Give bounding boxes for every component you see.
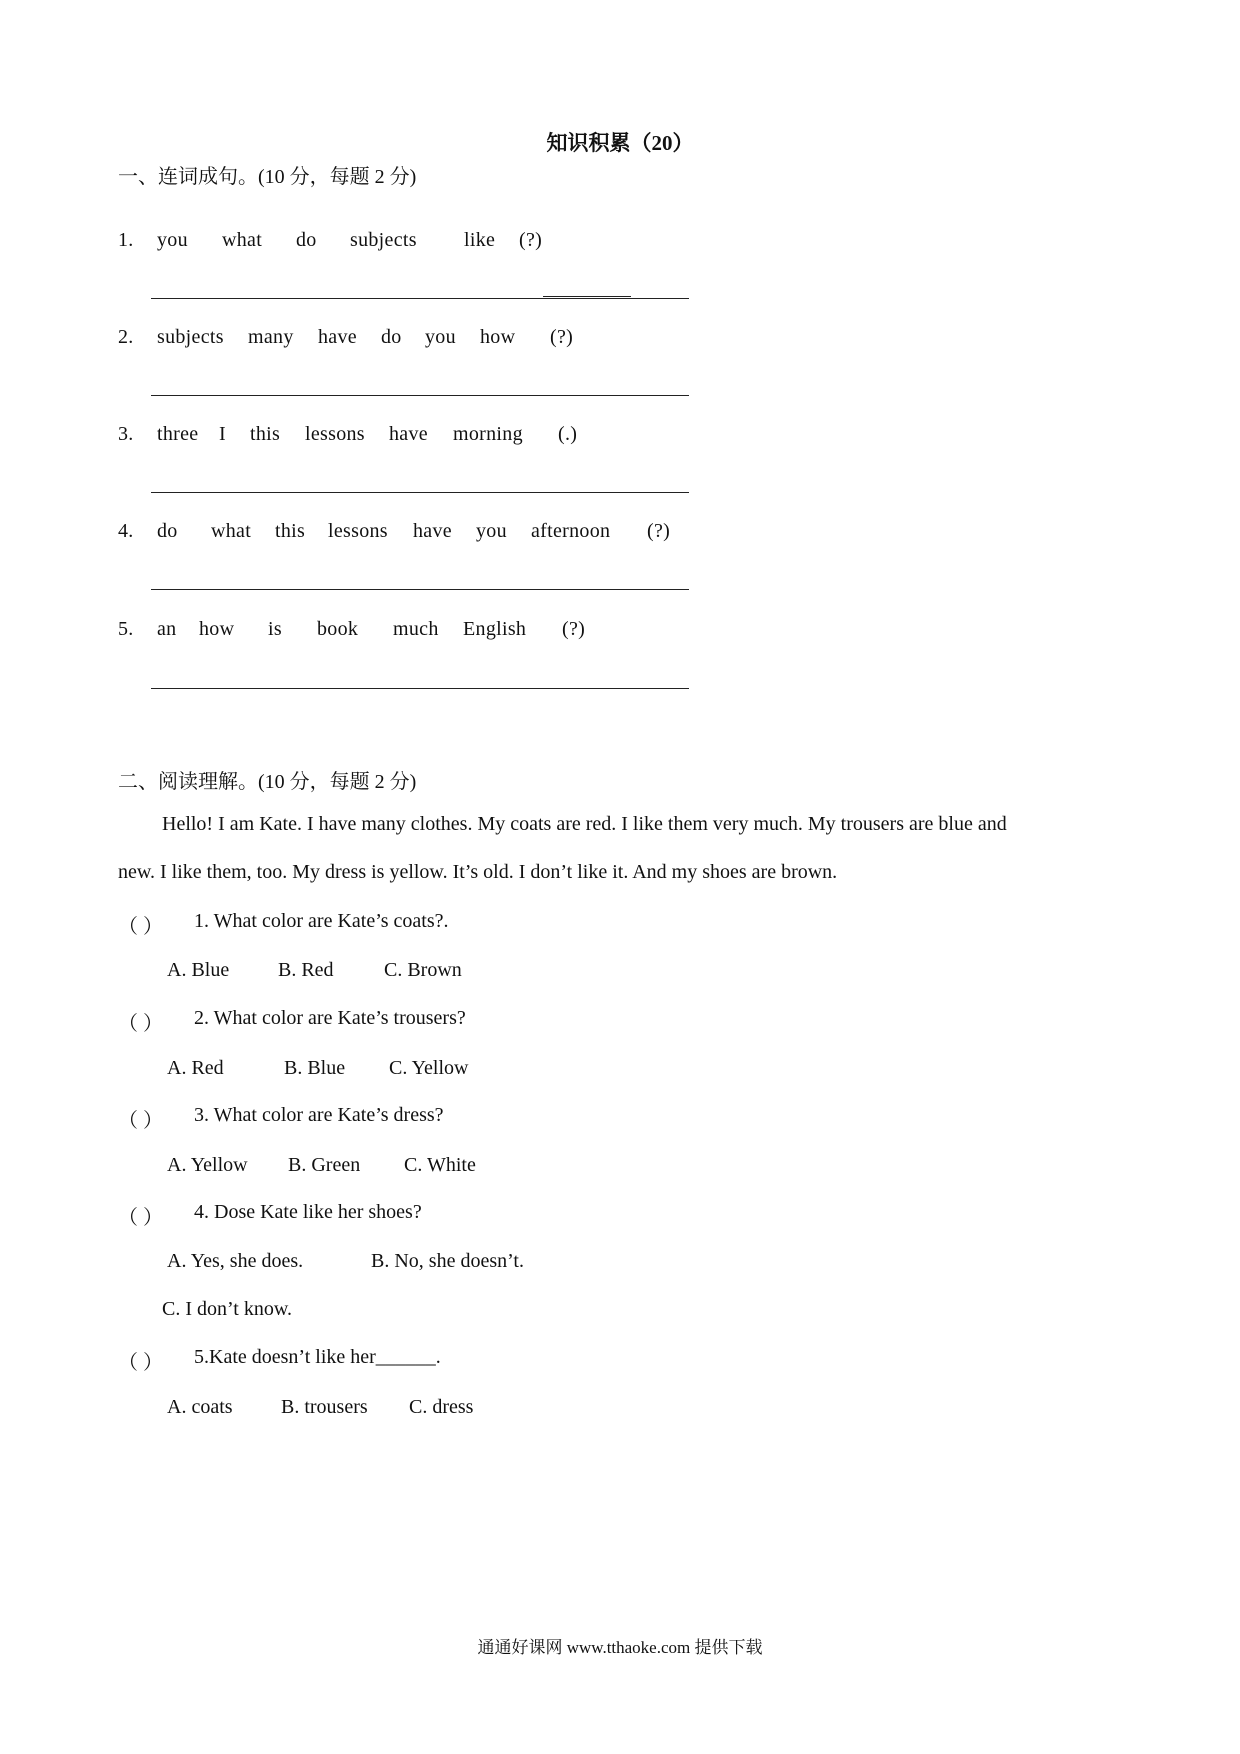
option-c[interactable]: C. Yellow bbox=[389, 1057, 469, 1079]
footer-credit: 通通好课网 www.tthaoke.com 提供下载 bbox=[477, 1638, 763, 1657]
word: what bbox=[211, 520, 252, 542]
word: do bbox=[296, 229, 317, 251]
answer-bracket[interactable]: （ ） bbox=[118, 1207, 163, 1229]
word: lessons bbox=[305, 423, 365, 445]
page-title bbox=[0, 127, 1240, 157]
option-a[interactable]: A. coats bbox=[167, 1396, 233, 1418]
word: I bbox=[219, 423, 226, 445]
word: book bbox=[317, 618, 359, 640]
word: you bbox=[476, 520, 507, 542]
answer-line[interactable] bbox=[151, 492, 689, 493]
option-b[interactable]: B. trousers bbox=[281, 1396, 368, 1418]
section1-heading: 一、连词成句。(10 分，每题 2 分) bbox=[118, 166, 417, 188]
word: (?) bbox=[550, 326, 574, 348]
word: do bbox=[157, 520, 178, 542]
question-text: 3. What color are Kate’s dress? bbox=[194, 1104, 444, 1126]
option-a[interactable]: A. Red bbox=[167, 1057, 224, 1079]
item-number: 2. bbox=[118, 326, 134, 348]
word: much bbox=[393, 618, 439, 640]
answer-line[interactable] bbox=[151, 589, 689, 590]
answer-bracket[interactable]: （ ） bbox=[118, 1352, 163, 1374]
word: (?) bbox=[562, 618, 586, 640]
section2-heading: 二、阅读理解。(10 分，每题 2 分) bbox=[118, 771, 417, 793]
word: lessons bbox=[328, 520, 388, 542]
word: have bbox=[389, 423, 428, 445]
passage-line-2: new. I like them, too. My dress is yellow. It’s old. I don’t like it. And my shoes are brown. bbox=[118, 861, 838, 883]
word: have bbox=[413, 520, 452, 542]
word: this bbox=[250, 423, 281, 445]
page-title-text: 知识积累（20） bbox=[546, 131, 694, 155]
passage-line-1: Hello! I am Kate. I have many clothes. My coats are red. I like them very much. My trousers are blue and bbox=[162, 813, 1007, 835]
answer-bracket[interactable]: （ ） bbox=[118, 1013, 163, 1035]
word: subjects bbox=[157, 326, 224, 348]
answer-line[interactable] bbox=[151, 395, 689, 396]
option-c[interactable]: C. Brown bbox=[384, 959, 462, 981]
option-b[interactable]: B. Green bbox=[288, 1154, 361, 1176]
answer-bracket[interactable]: （ ） bbox=[118, 916, 163, 938]
item-number: 3. bbox=[118, 423, 134, 445]
word: like bbox=[464, 229, 496, 251]
word: morning bbox=[453, 423, 523, 445]
option-b[interactable]: B. Red bbox=[278, 959, 334, 981]
word: afternoon bbox=[531, 520, 611, 542]
option-c[interactable]: C. dress bbox=[409, 1396, 474, 1418]
question-text: 1. What color are Kate’s coats?. bbox=[194, 910, 449, 932]
answer-line[interactable] bbox=[151, 688, 689, 689]
word: three bbox=[157, 423, 199, 445]
word: have bbox=[318, 326, 357, 348]
item-number: 5. bbox=[118, 618, 134, 640]
word: this bbox=[275, 520, 306, 542]
answer-line-accent bbox=[543, 296, 631, 297]
word: (?) bbox=[519, 229, 543, 251]
reading-passage bbox=[118, 800, 1130, 896]
option-a[interactable]: A. Blue bbox=[167, 959, 230, 981]
option-b[interactable]: B. Blue bbox=[284, 1057, 346, 1079]
option-c[interactable]: C. I don’t know. bbox=[162, 1298, 292, 1320]
word: how bbox=[199, 618, 235, 640]
word: an bbox=[157, 618, 177, 640]
word: how bbox=[480, 326, 516, 348]
word: (.) bbox=[558, 423, 578, 445]
word: do bbox=[381, 326, 402, 348]
word: (?) bbox=[647, 520, 671, 542]
word: you bbox=[157, 229, 188, 251]
option-c[interactable]: C. White bbox=[404, 1154, 476, 1176]
question-text: 5.Kate doesn’t like her______. bbox=[194, 1346, 441, 1368]
answer-line[interactable] bbox=[151, 298, 689, 299]
word: English bbox=[463, 618, 527, 640]
word: what bbox=[222, 229, 263, 251]
item-number: 4. bbox=[118, 520, 134, 542]
question-text: 4. Dose Kate like her shoes? bbox=[194, 1201, 422, 1223]
item-number: 1. bbox=[118, 229, 134, 251]
answer-bracket[interactable]: （ ） bbox=[118, 1110, 163, 1132]
word: is bbox=[268, 618, 282, 640]
question-text: 2. What color are Kate’s trousers? bbox=[194, 1007, 466, 1029]
option-a[interactable]: A. Yes, she does. bbox=[167, 1250, 304, 1272]
word: you bbox=[425, 326, 456, 348]
word: subjects bbox=[350, 229, 417, 251]
option-a[interactable]: A. Yellow bbox=[167, 1154, 248, 1176]
word: many bbox=[248, 326, 294, 348]
option-b[interactable]: B. No, she doesn’t. bbox=[371, 1250, 524, 1272]
